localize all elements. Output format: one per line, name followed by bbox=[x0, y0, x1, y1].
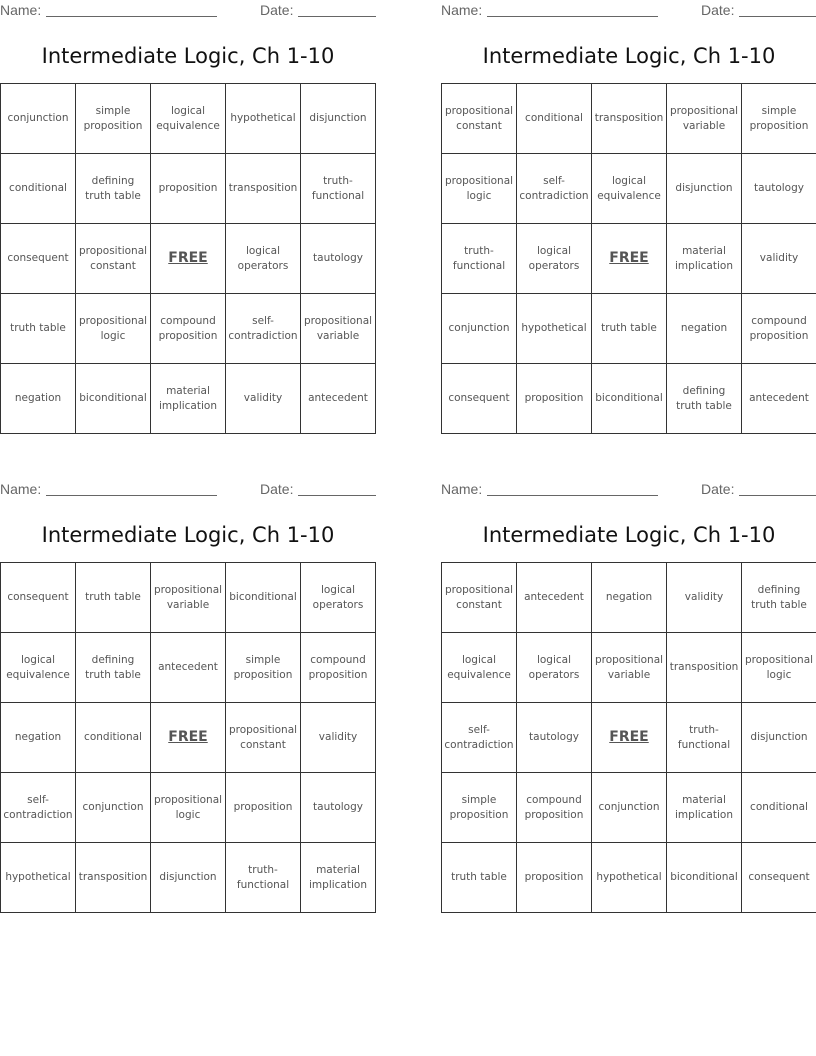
grid-cell: defining truth table bbox=[667, 364, 742, 434]
grid-cell: transposition bbox=[592, 84, 667, 154]
grid-cell: self-contradiction bbox=[517, 154, 592, 224]
grid-cell: hypothetical bbox=[517, 294, 592, 364]
grid-cell: negation bbox=[1, 364, 76, 434]
grid-cell: material implication bbox=[301, 843, 376, 913]
grid-cell: truth-functional bbox=[226, 843, 301, 913]
grid-cell: transposition bbox=[667, 633, 742, 703]
grid-row bbox=[442, 703, 816, 773]
name-label: Name: bbox=[0, 481, 42, 497]
grid-cell: defining truth table bbox=[742, 563, 816, 633]
date-blank-line bbox=[298, 495, 376, 496]
bingo-grid bbox=[0, 83, 376, 434]
grid-cell: truth-functional bbox=[301, 154, 376, 224]
grid-cell: defining truth table bbox=[76, 633, 151, 703]
grid-row bbox=[442, 84, 816, 154]
date-blank-line bbox=[739, 495, 816, 496]
name-label: Name: bbox=[441, 2, 483, 18]
grid-row bbox=[442, 773, 816, 843]
grid-cell: transposition bbox=[76, 843, 151, 913]
grid-cell: propositional logic bbox=[151, 773, 226, 843]
date-label: Date: bbox=[701, 481, 735, 497]
grid-cell: propositional logic bbox=[76, 294, 151, 364]
grid-cell: negation bbox=[667, 294, 742, 364]
card-title: Intermediate Logic, Ch 1-10 bbox=[41, 44, 335, 68]
grid-row bbox=[1, 294, 376, 364]
grid-row bbox=[1, 154, 376, 224]
grid-row bbox=[442, 633, 816, 703]
grid-cell: propositional logic bbox=[442, 154, 517, 224]
grid-cell: logical operators bbox=[301, 563, 376, 633]
grid-row bbox=[442, 563, 816, 633]
grid-cell: truth-functional bbox=[442, 224, 517, 294]
grid-cell: validity bbox=[742, 224, 816, 294]
grid-cell: propositional constant bbox=[76, 224, 151, 294]
grid-cell: propositional variable bbox=[592, 633, 667, 703]
grid-cell: propositional logic bbox=[742, 633, 816, 703]
grid-cell: simple proposition bbox=[226, 633, 301, 703]
grid-cell: compound proposition bbox=[151, 294, 226, 364]
grid-cell: propositional variable bbox=[301, 294, 376, 364]
grid-cell: compound proposition bbox=[742, 294, 816, 364]
grid-cell: disjunction bbox=[742, 703, 816, 773]
grid-cell: biconditional bbox=[226, 563, 301, 633]
grid-cell: logical equivalence bbox=[592, 154, 667, 224]
grid-row bbox=[1, 224, 376, 294]
grid-cell: simple proposition bbox=[442, 773, 517, 843]
grid-row bbox=[442, 224, 816, 294]
date-label: Date: bbox=[260, 481, 294, 497]
grid-cell: propositional variable bbox=[151, 563, 226, 633]
grid-row bbox=[1, 563, 376, 633]
grid-cell: tautology bbox=[301, 773, 376, 843]
card-title: Intermediate Logic, Ch 1-10 bbox=[482, 523, 776, 547]
grid-row bbox=[1, 843, 376, 913]
grid-cell: logical equivalence bbox=[442, 633, 517, 703]
grid-row bbox=[1, 633, 376, 703]
date-label: Date: bbox=[260, 2, 294, 18]
grid-cell: biconditional bbox=[592, 364, 667, 434]
grid-cell: antecedent bbox=[301, 364, 376, 434]
grid-cell: conjunction bbox=[1, 84, 76, 154]
grid-cell: truth table bbox=[442, 843, 517, 913]
grid-cell: proposition bbox=[151, 154, 226, 224]
grid-cell: proposition bbox=[517, 843, 592, 913]
grid-cell: self-contradiction bbox=[442, 703, 517, 773]
bingo-grid bbox=[441, 83, 816, 434]
grid-cell: logical operators bbox=[517, 633, 592, 703]
grid-cell: propositional constant bbox=[442, 563, 517, 633]
grid-cell: truth table bbox=[1, 294, 76, 364]
grid-row bbox=[442, 154, 816, 224]
card-title: Intermediate Logic, Ch 1-10 bbox=[482, 44, 776, 68]
grid-cell: logical operators bbox=[226, 224, 301, 294]
card-title: Intermediate Logic, Ch 1-10 bbox=[41, 523, 335, 547]
grid-row bbox=[1, 84, 376, 154]
grid-cell: propositional constant bbox=[226, 703, 301, 773]
grid-cell: hypothetical bbox=[226, 84, 301, 154]
grid-cell: logical equivalence bbox=[151, 84, 226, 154]
grid-cell: transposition bbox=[226, 154, 301, 224]
name-blank-line bbox=[487, 16, 658, 17]
grid-cell: self-contradiction bbox=[1, 773, 76, 843]
grid-row bbox=[442, 843, 816, 913]
grid-cell: compound proposition bbox=[301, 633, 376, 703]
date-blank-line bbox=[298, 16, 376, 17]
grid-row bbox=[1, 773, 376, 843]
grid-row bbox=[1, 703, 376, 773]
grid-cell: hypothetical bbox=[592, 843, 667, 913]
grid-cell: hypothetical bbox=[1, 843, 76, 913]
date-blank-line bbox=[739, 16, 816, 17]
grid-cell: tautology bbox=[301, 224, 376, 294]
grid-cell: simple proposition bbox=[76, 84, 151, 154]
grid-row bbox=[1, 364, 376, 434]
name-label: Name: bbox=[441, 481, 483, 497]
grid-cell: logical equivalence bbox=[1, 633, 76, 703]
name-blank-line bbox=[46, 495, 217, 496]
grid-cell: disjunction bbox=[151, 843, 226, 913]
grid-cell: tautology bbox=[742, 154, 816, 224]
name-blank-line bbox=[46, 16, 217, 17]
free-space-cell: FREE bbox=[151, 703, 226, 773]
grid-cell: truth table bbox=[592, 294, 667, 364]
grid-cell: antecedent bbox=[742, 364, 816, 434]
grid-cell: self-contradiction bbox=[226, 294, 301, 364]
grid-cell: conjunction bbox=[592, 773, 667, 843]
grid-cell: material implication bbox=[667, 773, 742, 843]
grid-cell: simple proposition bbox=[742, 84, 816, 154]
name-label: Name: bbox=[0, 2, 42, 18]
free-space-cell: FREE bbox=[592, 703, 667, 773]
grid-cell: propositional variable bbox=[667, 84, 742, 154]
grid-cell: antecedent bbox=[151, 633, 226, 703]
grid-cell: propositional constant bbox=[442, 84, 517, 154]
grid-cell: proposition bbox=[226, 773, 301, 843]
grid-cell: validity bbox=[301, 703, 376, 773]
bingo-card-1 bbox=[0, 0, 376, 440]
bingo-grid bbox=[0, 562, 376, 913]
grid-row bbox=[442, 364, 816, 434]
grid-cell: negation bbox=[1, 703, 76, 773]
grid-cell: biconditional bbox=[76, 364, 151, 434]
free-space-cell: FREE bbox=[151, 224, 226, 294]
grid-cell: validity bbox=[667, 563, 742, 633]
date-label: Date: bbox=[701, 2, 735, 18]
grid-cell: disjunction bbox=[301, 84, 376, 154]
grid-cell: conditional bbox=[742, 773, 816, 843]
grid-cell: antecedent bbox=[517, 563, 592, 633]
grid-cell: material implication bbox=[151, 364, 226, 434]
grid-cell: consequent bbox=[742, 843, 816, 913]
grid-cell: consequent bbox=[1, 563, 76, 633]
bingo-card-4 bbox=[441, 479, 816, 919]
grid-cell: negation bbox=[592, 563, 667, 633]
grid-cell: compound proposition bbox=[517, 773, 592, 843]
grid-cell: consequent bbox=[1, 224, 76, 294]
grid-cell: conditional bbox=[517, 84, 592, 154]
grid-cell: defining truth table bbox=[76, 154, 151, 224]
bingo-grid bbox=[441, 562, 816, 913]
grid-row bbox=[442, 294, 816, 364]
name-blank-line bbox=[487, 495, 658, 496]
bingo-card-3 bbox=[0, 479, 376, 919]
grid-cell: material implication bbox=[667, 224, 742, 294]
free-space-cell: FREE bbox=[592, 224, 667, 294]
grid-cell: truth table bbox=[76, 563, 151, 633]
grid-cell: consequent bbox=[442, 364, 517, 434]
grid-cell: conditional bbox=[76, 703, 151, 773]
grid-cell: disjunction bbox=[667, 154, 742, 224]
grid-cell: truth-functional bbox=[667, 703, 742, 773]
grid-cell: conditional bbox=[1, 154, 76, 224]
grid-cell: tautology bbox=[517, 703, 592, 773]
grid-cell: conjunction bbox=[442, 294, 517, 364]
grid-cell: biconditional bbox=[667, 843, 742, 913]
grid-cell: logical operators bbox=[517, 224, 592, 294]
grid-cell: validity bbox=[226, 364, 301, 434]
grid-cell: proposition bbox=[517, 364, 592, 434]
bingo-card-2 bbox=[441, 0, 816, 440]
grid-cell: conjunction bbox=[76, 773, 151, 843]
